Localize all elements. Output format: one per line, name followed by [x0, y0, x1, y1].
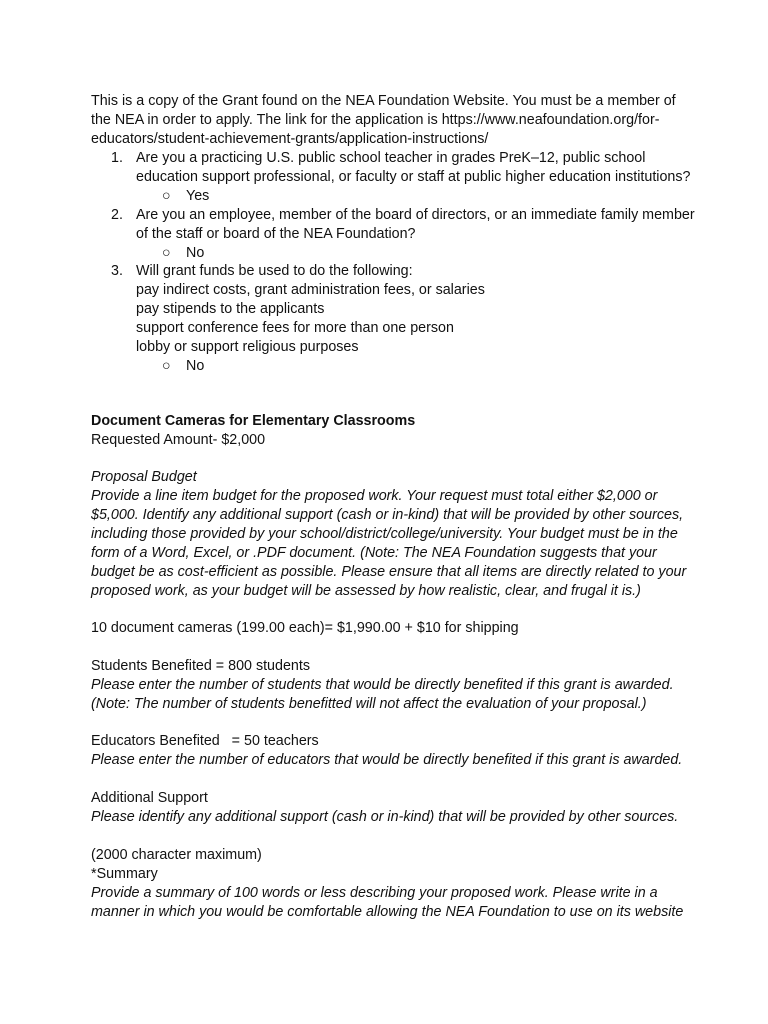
budget-instructions-line: Provide a line item budget for the proposed work. Your request must total either $2,000 or — [91, 488, 658, 504]
summary-instructions: manner in which you would be comfortable allowing the NEA Foundation to use on its website — [91, 904, 684, 920]
budget-instructions-line: form of a Word, Excel, or .PDF document. (Note: The NEA Foundation suggests that your — [91, 545, 657, 561]
budget-instructions-line: $5,000. Identify any additional support (cash or in-kind) that will be provided by other sources, — [91, 507, 684, 523]
circle-bullet-icon: ○ — [162, 188, 171, 204]
answer-text: Yes — [186, 188, 210, 204]
students-section — [91, 657, 691, 714]
students-benefited: Students Benefited = 800 students — [91, 658, 310, 674]
budget-item — [91, 619, 691, 638]
project-title: Document Cameras for Elementary Classrooms — [91, 413, 416, 429]
budget-instructions-line: proposed work, as your budget will be assessed by how realistic, clear, and frugal it is.) — [91, 583, 641, 599]
answer-text: No — [186, 245, 205, 261]
project-section — [91, 412, 691, 450]
question-2 — [91, 206, 695, 263]
educators-benefited: Educators Benefited = 50 teachers — [91, 733, 319, 749]
intro-line: educators/student-achievement-grants/application-instructions/ — [91, 131, 489, 147]
question-text: education support professional, or faculty or staff at public higher education institutions? — [136, 169, 691, 185]
list-item: support conference fees for more than one person — [136, 320, 454, 336]
answer-option — [91, 357, 691, 376]
character-limit: (2000 character maximum) — [91, 847, 262, 863]
intro-line: the NEA in order to apply. The link for the application is https://www.neafoundation.org/for- — [91, 112, 660, 128]
budget-line-item: 10 document cameras (199.00 each)= $1,990.00 + $10 for shipping — [91, 620, 519, 636]
circle-bullet-icon: ○ — [162, 245, 171, 261]
intro-paragraph — [91, 92, 691, 149]
question-number: 3. — [111, 263, 123, 279]
question-text: of the staff or board of the NEA Foundation? — [136, 226, 416, 242]
question-text: Are you a practicing U.S. public school teacher in grades PreK–12, public school — [136, 150, 646, 166]
question-number: 2. — [111, 207, 123, 223]
summary-label: *Summary — [91, 866, 158, 882]
students-instructions: Please enter the number of students that would be directly benefited if this grant is awarded. — [91, 677, 674, 693]
intro-line: This is a copy of the Grant found on the NEA Foundation Website. You must be a member of — [91, 93, 676, 109]
answer-text: No — [186, 358, 205, 374]
question-1 — [91, 149, 691, 206]
question-text: Are you an employee, member of the board of directors, or an immediate family member — [136, 207, 695, 223]
question-3 — [91, 262, 691, 376]
list-item: pay stipends to the applicants — [136, 301, 325, 317]
answer-option — [91, 187, 691, 206]
list-item: pay indirect costs, grant administration fees, or salaries — [136, 282, 485, 298]
circle-bullet-icon: ○ — [162, 358, 171, 374]
educators-instructions: Please enter the number of educators that would be directly benefited if this grant is awarded. — [91, 752, 683, 768]
list-item: lobby or support religious purposes — [136, 339, 359, 355]
summary-section — [91, 846, 691, 922]
budget-heading: Proposal Budget — [91, 469, 197, 485]
additional-support-instructions: Please identify any additional support (cash or in-kind) that will be provided by other sources. — [91, 809, 679, 825]
budget-instructions-line: budget be as cost-efficient as possible. Please ensure that all items are directly related to your — [91, 564, 687, 580]
educators-section — [91, 732, 691, 770]
budget-section — [91, 468, 691, 601]
budget-instructions-line: including those provided by your school/district/college/university. Your budget must be in the — [91, 526, 678, 542]
question-number: 1. — [111, 150, 123, 166]
students-note: (Note: The number of students benefitted will not affect the evaluation of your proposal.) — [91, 696, 647, 712]
additional-section — [91, 789, 691, 827]
answer-option — [91, 244, 691, 263]
additional-support-label: Additional Support — [91, 790, 208, 806]
requested-amount: Requested Amount- $2,000 — [91, 432, 266, 448]
question-text: Will grant funds be used to do the following: — [136, 263, 413, 279]
summary-instructions: Provide a summary of 100 words or less describing your proposed work. Please write in a — [91, 885, 658, 901]
